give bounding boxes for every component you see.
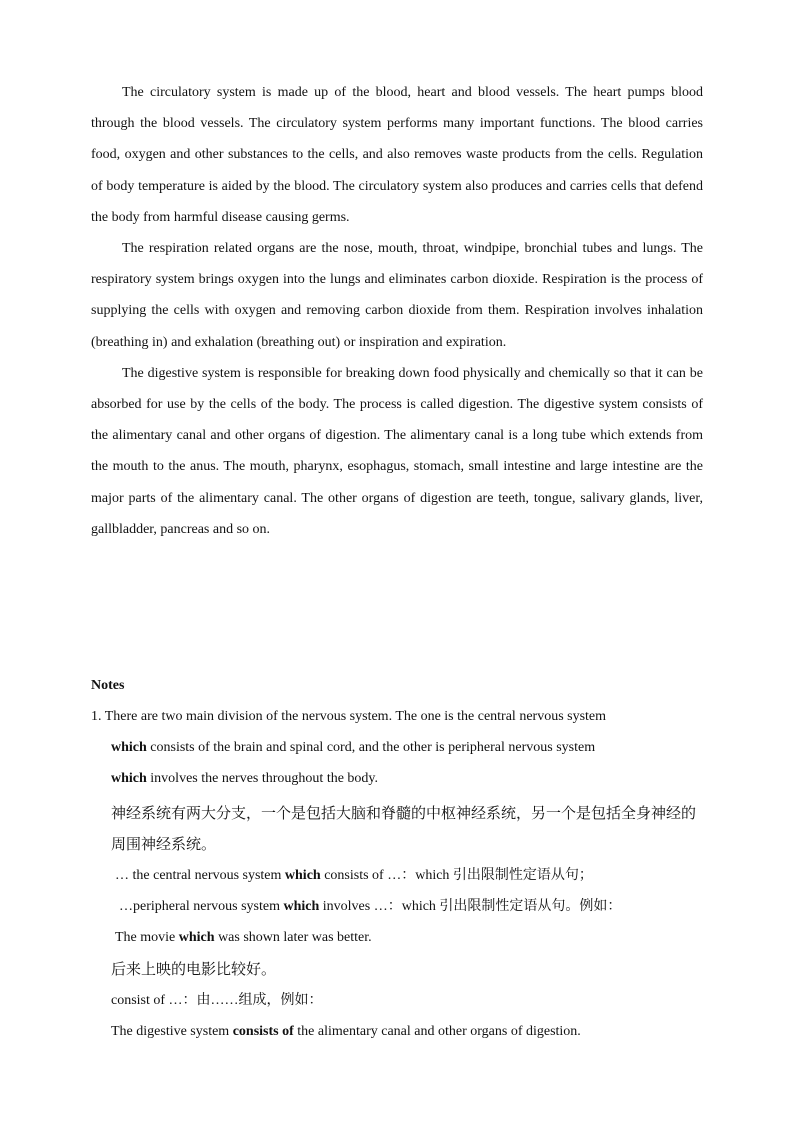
- explanation-2-b: involves …：which 引出限制性定语从句。例如：: [319, 899, 622, 915]
- keyword-which: which: [111, 740, 147, 756]
- note-1-translation: 神经系统有两大分支，一个是包括大脑和脊髓的中枢神经系统，另一个是包括全身神经的周围神经系统。: [111, 803, 697, 853]
- keyword-which: which: [178, 930, 215, 946]
- explanation-1-b: consists of …：which 引出限制性定语从句；: [320, 868, 593, 884]
- example-1-a: The movie: [115, 930, 179, 946]
- explanation-line-1: [91, 860, 703, 891]
- phrase-consist-of: consist of …：由……组成，例如：: [111, 992, 323, 1008]
- note-1-part-b: consists of the brain and spinal cord, and the other is peripheral nervous system: [146, 740, 596, 756]
- paragraph-circulatory: The circulatory system is made up of the blood, heart and blood vessels. The heart pumps blood through the blood vessels. The circulatory system performs many important functions. The blood carries food, oxygen and other substances to the cells, and also removes waste products from the cells. Regulation of body temperature is aided by the blood. The circulatory system also produces and carries cells that defend the body from harmful disease causing germs.: [91, 85, 703, 225]
- note-1-part-a: 1. There are two main division of the nervous system. The one is the central nervous system: [91, 709, 607, 724]
- notes-heading: Notes: [91, 678, 125, 693]
- paragraph-digestive: The digestive system is responsible for breaking down food physically and chemically so that it can be absorbed for use by the cells of the body. The process is called digestion. The digestive system consists of the alimentary canal and other organs of digestion. The alimentary canal is a long tube which extends from the mouth to the anus. The mouth, pharynx, esophagus, stomach, small intestine and large intestine are the major parts of the alimentary canal. The other organs of digestion are teeth, tongue, salivary glands, liver, gallbladder, pancreas and so on.: [91, 365, 703, 537]
- keyword-which: which: [283, 899, 320, 915]
- example-2-b: the alimentary canal and other organs of digestion.: [293, 1024, 581, 1040]
- example-1-translation: 后来上映的电影比较好。: [111, 959, 277, 978]
- keyword-which: which: [284, 868, 321, 884]
- explanation-2-a: …peripheral nervous system: [119, 899, 284, 915]
- body-text: [91, 77, 703, 545]
- note-1-part-c: involves the nerves throughout the body.: [146, 771, 379, 787]
- note-1: [91, 701, 703, 1047]
- note-1-text: [91, 701, 703, 732]
- keyword-consists-of: consists of: [232, 1024, 294, 1040]
- explanation-1-a: … the central nervous system: [115, 868, 285, 884]
- paragraph-respiration: The respiration related organs are the nose, mouth, throat, windpipe, bronchial tubes and lungs. The respiratory system brings oxygen into the lungs and eliminates carbon dioxide. Respiration is the process of supplying the cells with oxygen and removing carbon dioxide from them. Respiration involves inhalation (breathing in) and exhalation (breathing out) or inspiration and expiration.: [91, 241, 703, 350]
- example-sentence-2: [91, 1016, 703, 1047]
- note-1-continuation: [91, 732, 703, 763]
- example-1-b: was shown later was better.: [214, 930, 372, 946]
- example-sentence-1: [91, 922, 703, 953]
- keyword-which: which: [111, 771, 147, 787]
- explanation-line-2: [91, 891, 703, 922]
- note-1-continuation-2: [91, 763, 703, 794]
- example-2-a: The digestive system: [111, 1024, 233, 1040]
